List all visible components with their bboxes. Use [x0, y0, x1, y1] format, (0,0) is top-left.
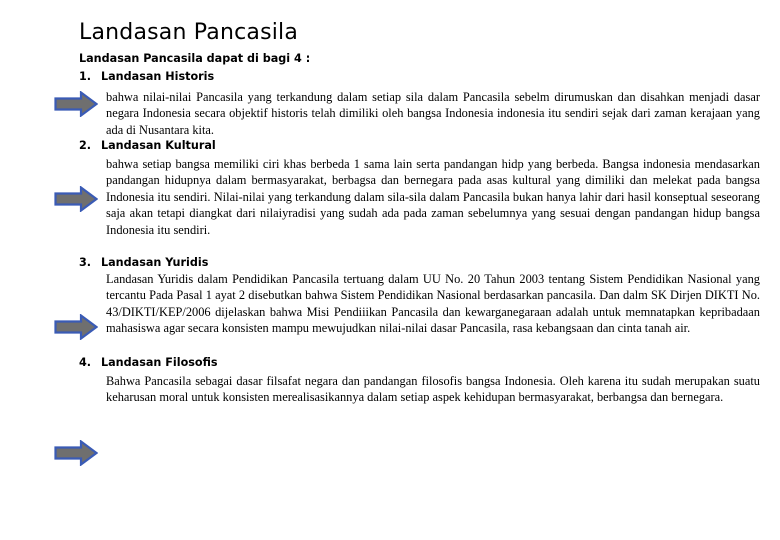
section-4-number: 4.	[79, 356, 92, 369]
section-2-body: bahwa setiap bangsa memiliki ciri khas berbeda 1 sama lain serta pandangan hidp yang berbeda. Bangsa indonesia mendasarkan pandangan hidupnya dalam bermasyarakat, berbagsa dan bernegara pada asas kultural yang dimiliki dan melekat pada bangsa Indonesia itu sendiri. Nilai-nilai yang terkandung dalam sila-sila dalam Pancasila bukan hanya lahir dari hasil konseptual seseorang saja akan tetapi diangkat dari nilaiyradisi yang sudah ada pada zaman sebelumnya yang sesuai dengan pandangan hidup bangsa Indonesia itu sendiri.	[106, 157, 760, 237]
right-arrow-icon	[54, 314, 98, 340]
section-4-body: Bahwa Pancasila sebagai dasar filsafat negara dan pandangan filosofis bangsa Indonesia. Oleh karena itu sudah merupakan suatu keharusan moral untuk konsisten merealisasikannya dalam setiap aspek kehidupan bermasyarakat, berbangsa dan bernegara.	[106, 374, 760, 405]
section-3-title: Landasan Yuridis	[101, 256, 209, 269]
intro-text: Landasan Pancasila dapat di bagi 4 :	[79, 52, 311, 65]
section-3-body: Landasan Yuridis dalam Pendidikan Pancasila tertuang dalam UU No. 20 Tahun 2003 tentang Sistem Pendidikan Nasional yang tercantu Pada Pasal 1 ayat 2 disebutkan bahwa Sistem Pendidikan Nasional berdasarkan pancasila. Dan dalm SK Dirjen DIKTI No. 43/DIKTI/KEP/2006 dijelaskan bahwa Misi Pendiiikan Pancasila dan kewarganegaraan adalah untuk memnatapkan kepribadaan mahasiswa agar secara konsisten mampu mewujudkan nilai-nilai dasar Pancasila, rasa kebangsaan dan cinta tanah air.	[106, 272, 760, 336]
section-2-heading	[79, 139, 216, 152]
section-1-heading	[79, 70, 214, 83]
page-title: Landasan Pancasila	[79, 20, 299, 45]
right-arrow-icon	[54, 440, 98, 466]
section-2-number: 2.	[79, 139, 92, 152]
section-3-heading	[79, 256, 208, 269]
section-1-title: Landasan Historis	[101, 70, 215, 83]
section-3-number: 3.	[79, 256, 92, 269]
section-1-number: 1.	[79, 70, 92, 83]
section-4-title: Landasan Filosofis	[101, 356, 218, 369]
right-arrow-icon	[54, 186, 98, 212]
section-4-heading	[79, 356, 218, 369]
right-arrow-icon	[54, 91, 98, 117]
section-1-body: bahwa nilai-nilai Pancasila yang terkandung dalam setiap sila dalam Pancasila sebelm dirumuskan dan disahkan menjadi dasar negara Indonesia secara objektif historis telah dimiliki oleh bangsa Indonesia indonesia itu sendiri sejak dari zaman kerajaan yang ada di Nusantara kita.	[106, 90, 760, 137]
section-2-title: Landasan Kultural	[101, 139, 216, 152]
